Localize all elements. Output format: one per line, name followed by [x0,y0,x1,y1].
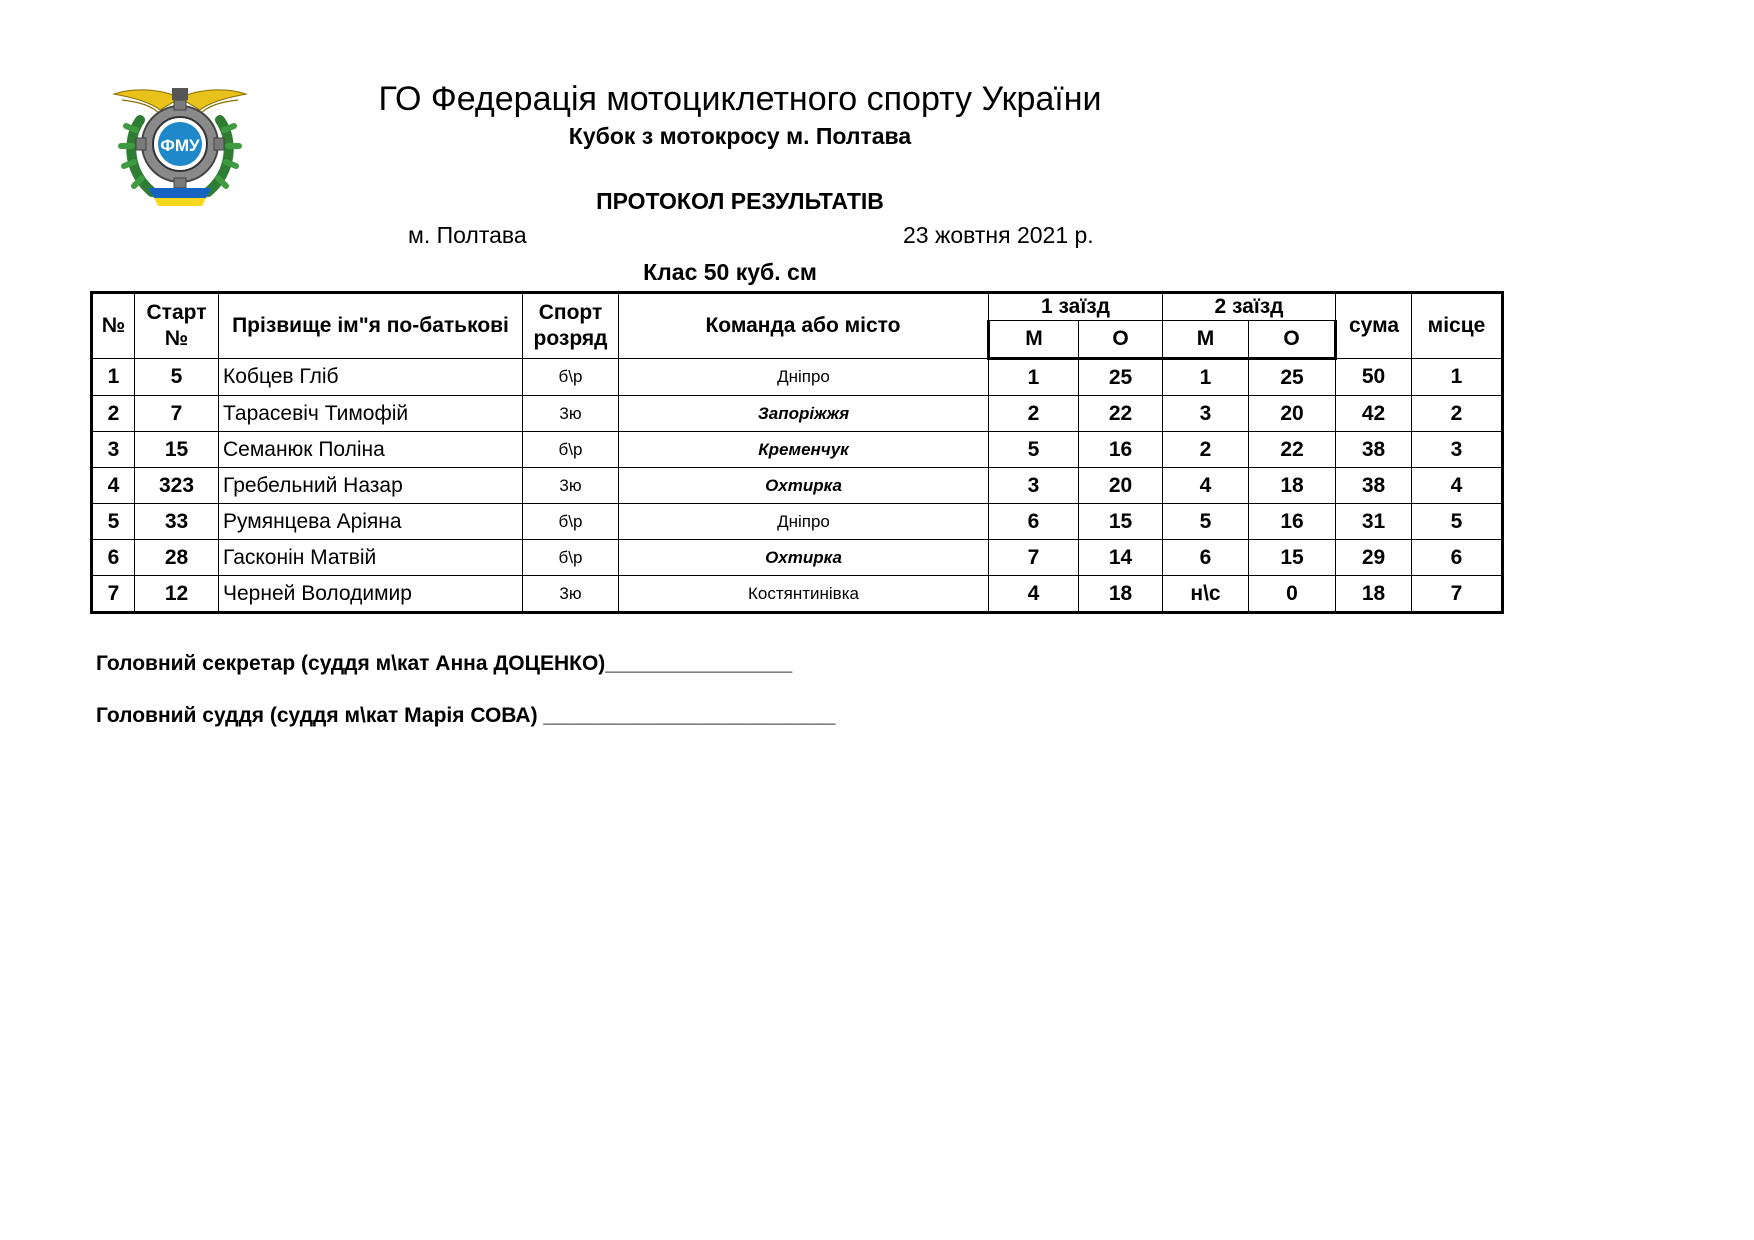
cell-sum: 42 [1336,396,1412,432]
cell-race1-m: 5 [989,432,1079,468]
cell-race2-o: 16 [1249,504,1336,540]
cell-no: 3 [92,432,135,468]
cell-place: 4 [1412,468,1503,504]
table-row [92,396,1503,432]
cell-race2-m: 4 [1163,468,1249,504]
table-row [92,576,1503,613]
cell-race1-o: 15 [1079,504,1163,540]
cell-race2-m: 1 [1163,359,1249,396]
cell-race1-m: 4 [989,576,1079,613]
cell-name: Семанюк Поліна [219,432,523,468]
cell-race2-o: 20 [1249,396,1336,432]
event-city: м. Полтава [408,222,527,248]
cup-title: Кубок з мотокросу м. Полтава [568,123,912,149]
cell-start: 12 [135,576,219,613]
cell-place: 1 [1412,359,1503,396]
cell-team: Дніпро [619,504,989,540]
protocol-title: ПРОТОКОЛ РЕЗУЛЬТАТІВ [596,188,884,214]
organization-title: ГО Федерація мотоциклетного спорту України [378,80,1102,118]
cell-sum: 38 [1336,468,1412,504]
judge-signature-line: Головний суддя (суддя м\кат Марія СОВА) _________________________ [96,704,836,727]
table-row [92,359,1503,396]
cell-name: Тарасевіч Тимофій [219,396,523,432]
cell-team: Охтирка [619,468,989,504]
cell-sum: 31 [1336,504,1412,540]
cell-race1-o: 18 [1079,576,1163,613]
col-header-start: Старт № [135,293,219,359]
cell-race2-m: н\с [1163,576,1249,613]
col-header-race1-o: О [1079,321,1163,359]
cell-team: Охтирка [619,540,989,576]
cell-race1-o: 25 [1079,359,1163,396]
class-title: Клас 50 куб. см [643,259,817,285]
cell-race1-m: 2 [989,396,1079,432]
table-row [92,468,1503,504]
cell-race1-o: 20 [1079,468,1163,504]
cell-race1-m: 3 [989,468,1079,504]
cell-sum: 50 [1336,359,1412,396]
cell-race2-o: 18 [1249,468,1336,504]
cell-race2-m: 5 [1163,504,1249,540]
cell-start: 28 [135,540,219,576]
cell-name: Кобцев Гліб [219,359,523,396]
cell-race1-m: 7 [989,540,1079,576]
cell-team: Дніпро [619,359,989,396]
cell-race1-m: 6 [989,504,1079,540]
cell-race1-o: 14 [1079,540,1163,576]
cell-rank: б\р [523,504,619,540]
cell-no: 2 [92,396,135,432]
secretary-signature-line: Головний секретар (суддя м\кат Анна ДОЦЕНКО)________________ [96,652,793,675]
cell-name: Гасконін Матвій [219,540,523,576]
cell-rank: 3ю [523,576,619,613]
cell-rank: б\р [523,432,619,468]
cell-sum: 18 [1336,576,1412,613]
cell-race2-o: 0 [1249,576,1336,613]
cell-rank: б\р [523,359,619,396]
table-row [92,504,1503,540]
cell-name: Гребельний Назар [219,468,523,504]
cell-start: 33 [135,504,219,540]
cell-rank: б\р [523,540,619,576]
cell-rank: 3ю [523,468,619,504]
col-header-sum: сума [1336,293,1412,359]
cell-start: 5 [135,359,219,396]
cell-place: 2 [1412,396,1503,432]
cell-race1-o: 16 [1079,432,1163,468]
cell-place: 5 [1412,504,1503,540]
col-header-name: Прізвище ім"я по-батькові [219,293,523,359]
cell-place: 7 [1412,576,1503,613]
col-header-rank: Спорт розряд [523,293,619,359]
cell-race2-o: 15 [1249,540,1336,576]
cell-start: 15 [135,432,219,468]
cell-team: Запоріжжя [619,396,989,432]
col-header-race2: 2 заїзд [1163,293,1336,321]
cell-race1-m: 1 [989,359,1079,396]
cell-no: 1 [92,359,135,396]
results-table [90,291,1504,614]
cell-race2-m: 2 [1163,432,1249,468]
cell-team: Костянтинівка [619,576,989,613]
col-header-team: Команда або місто [619,293,989,359]
col-header-race1: 1 заїзд [989,293,1163,321]
cell-name: Черней Володимир [219,576,523,613]
col-header-race2-m: М [1163,321,1249,359]
cell-place: 3 [1412,432,1503,468]
table-row [92,432,1503,468]
cell-sum: 29 [1336,540,1412,576]
cell-start: 7 [135,396,219,432]
cell-sum: 38 [1336,432,1412,468]
cell-team: Кременчук [619,432,989,468]
cell-no: 7 [92,576,135,613]
cell-place: 6 [1412,540,1503,576]
logo-letters: ФМУ [160,136,200,155]
cell-no: 6 [92,540,135,576]
cell-name: Румянцева Аріяна [219,504,523,540]
event-date: 23 жовтня 2021 р. [903,222,1094,248]
col-header-place: місце [1412,293,1503,359]
col-header-race1-m: М [989,321,1079,359]
cell-no: 4 [92,468,135,504]
cell-race1-o: 22 [1079,396,1163,432]
cell-race2-m: 6 [1163,540,1249,576]
cell-race2-o: 22 [1249,432,1336,468]
cell-race2-m: 3 [1163,396,1249,432]
cell-no: 5 [92,504,135,540]
federation-emblem-icon [112,80,248,210]
cell-rank: 3ю [523,396,619,432]
col-header-race2-o: О [1249,321,1336,359]
cell-race2-o: 25 [1249,359,1336,396]
col-header-no: № [92,293,135,359]
cell-start: 323 [135,468,219,504]
table-row [92,540,1503,576]
